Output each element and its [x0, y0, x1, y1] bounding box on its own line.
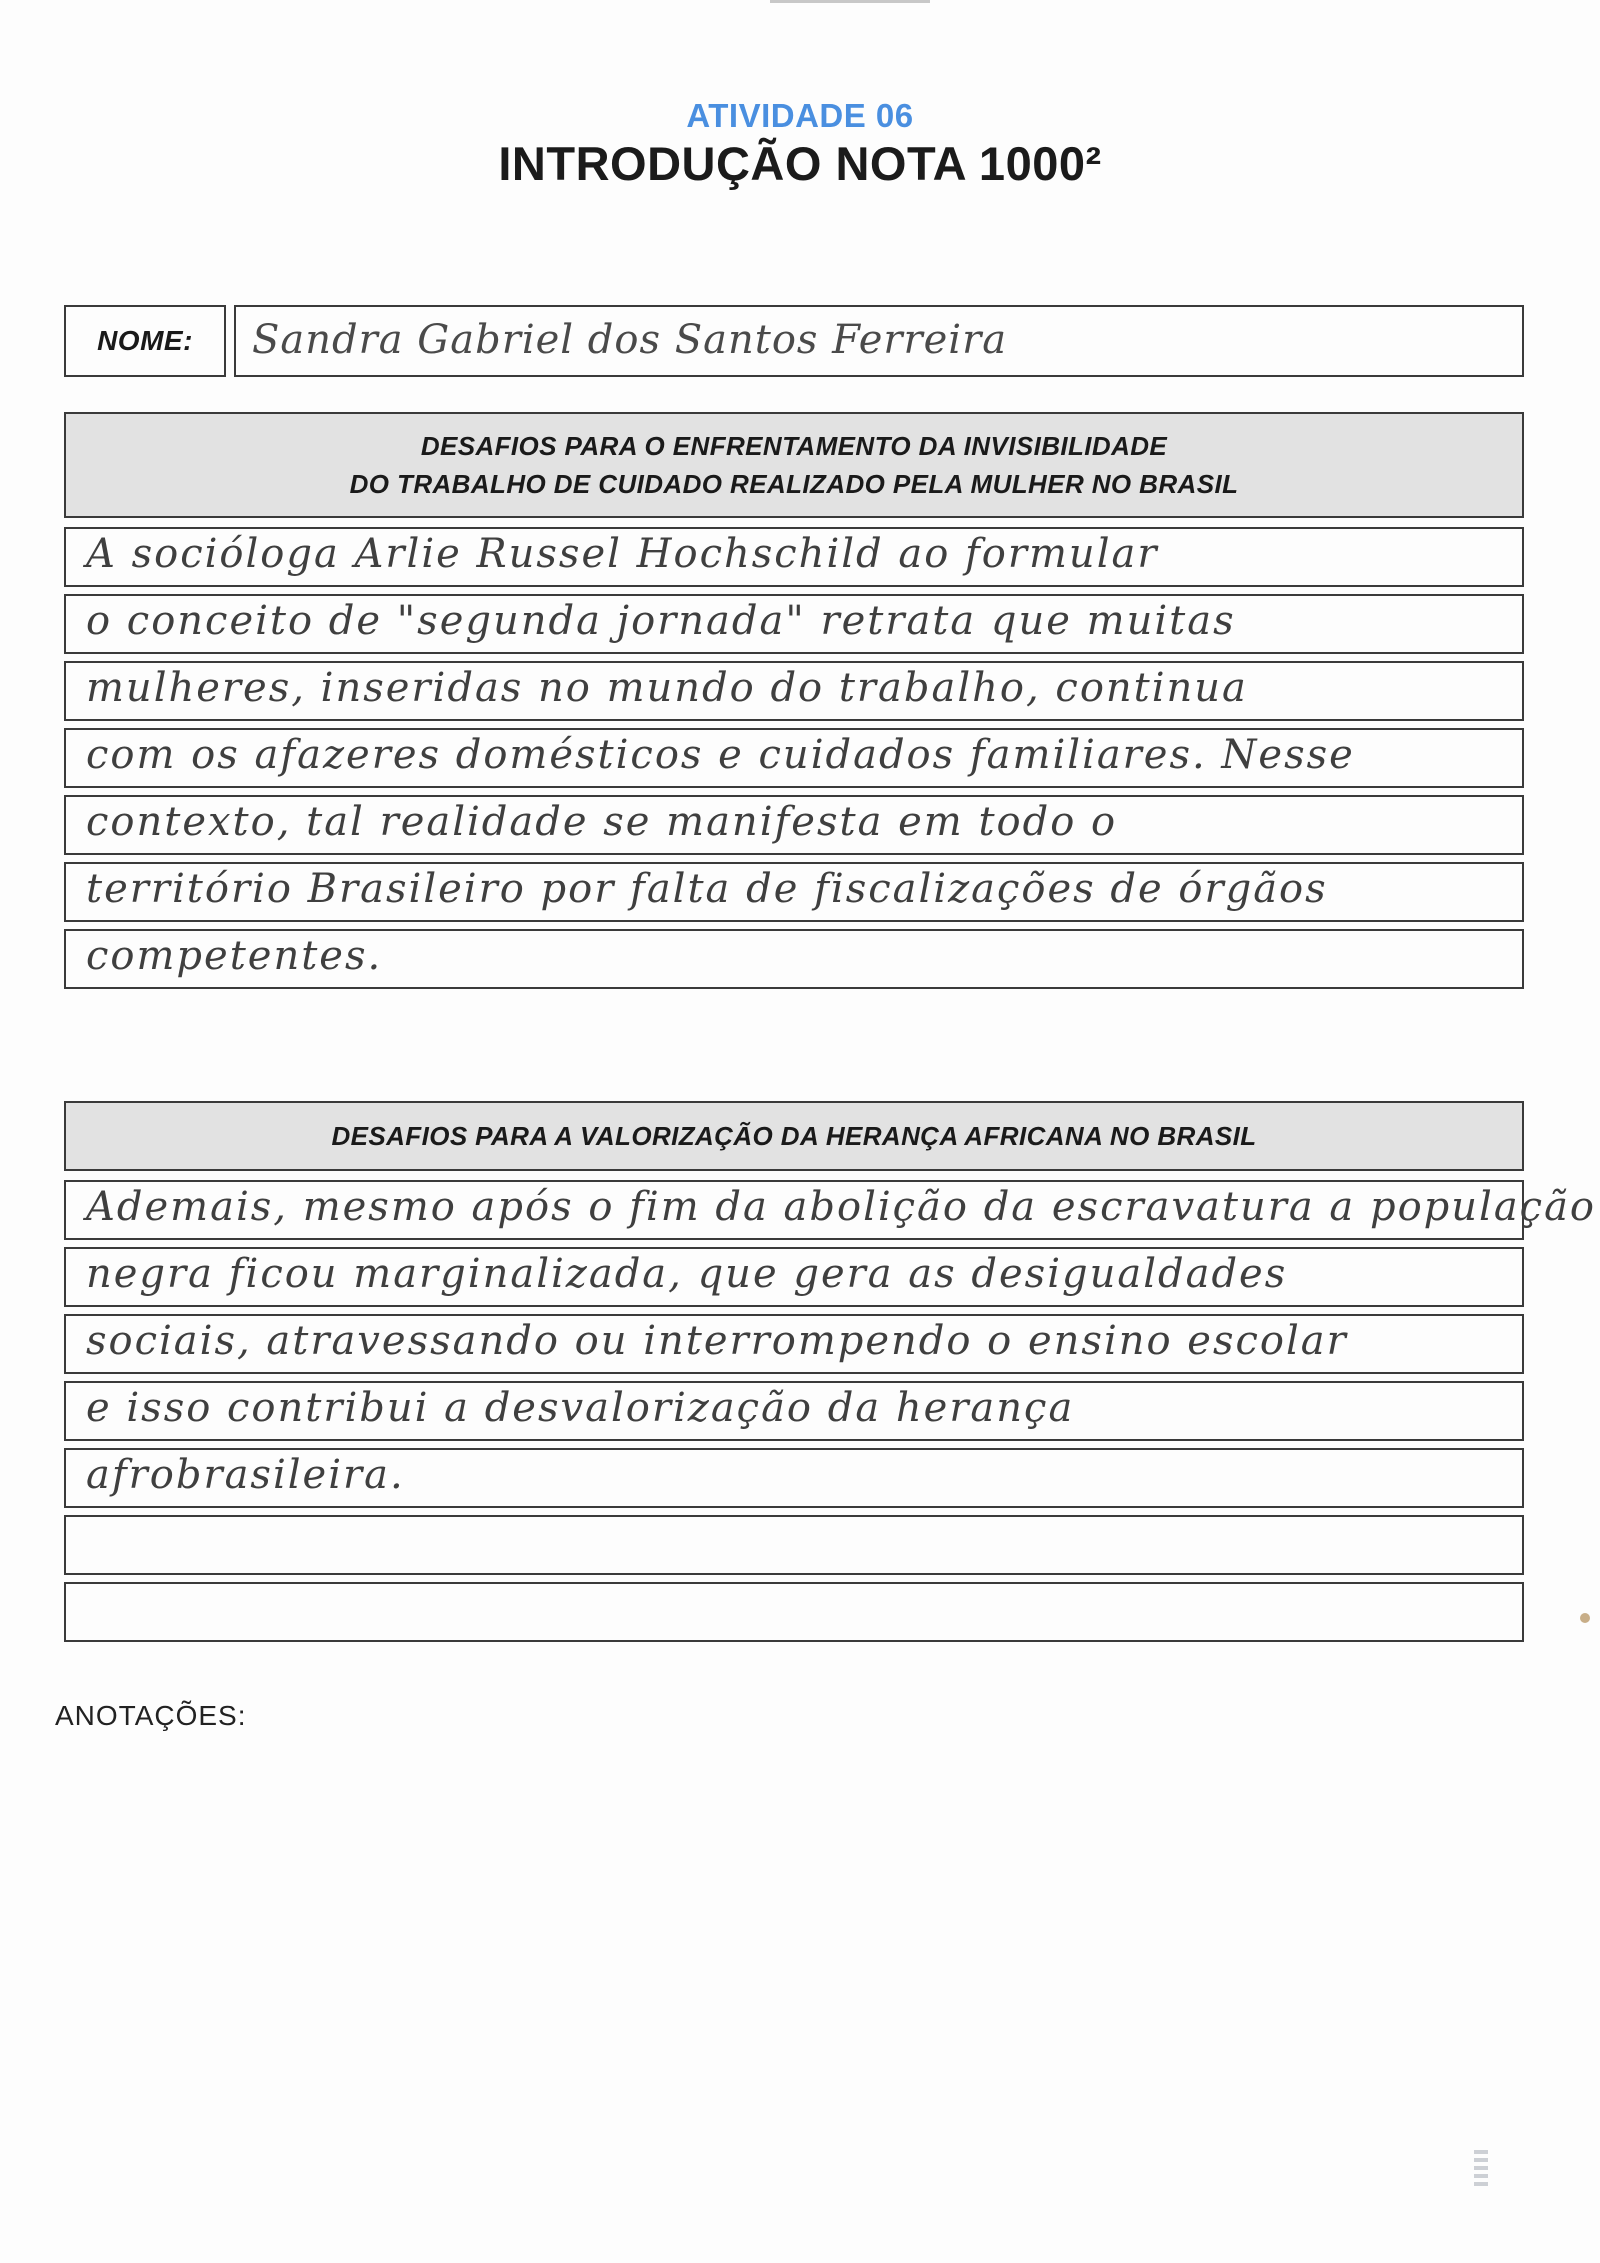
- name-label: NOME:: [64, 305, 226, 377]
- handwritten-text: afrobrasileira.: [86, 1452, 405, 1498]
- section1-writing-line[interactable]: [64, 594, 1524, 654]
- section2-writing-line[interactable]: [64, 1180, 1596, 1240]
- scan-corner-mark: [1474, 2150, 1488, 2190]
- handwritten-text: mulheres, inseridas no mundo do trabalho, continua: [86, 665, 1248, 711]
- page-title: INTRODUÇÃO NOTA 1000²: [498, 137, 1102, 190]
- handwritten-text: Ademais, mesmo após o fim da abolição da escravatura a população: [86, 1184, 1596, 1230]
- scan-edge-line: [770, 0, 930, 3]
- name-field[interactable]: [234, 305, 1524, 377]
- section1-writing-line[interactable]: [64, 795, 1524, 855]
- handwritten-text: negra ficou marginalizada, que gera as desigualdades: [86, 1251, 1288, 1297]
- handwritten-text: e isso contribui a desvalorização da herança: [86, 1385, 1075, 1431]
- handwritten-text: território Brasileiro por falta de fiscalizações de órgãos: [86, 866, 1328, 912]
- activity-number: ATIVIDADE 06: [686, 97, 914, 134]
- annotations-label: ANOTAÇÕES:: [55, 1700, 247, 1731]
- section2-writing-line[interactable]: [64, 1247, 1524, 1307]
- section1-writing-line[interactable]: [64, 661, 1524, 721]
- section1-writing-line[interactable]: [64, 728, 1524, 788]
- section2-writing-line[interactable]: [64, 1314, 1524, 1374]
- section2-title-text: DESAFIOS PARA A VALORIZAÇÃO DA HERANÇA AFRICANA NO BRASIL: [331, 1121, 1257, 1151]
- ink-mark: [1580, 1613, 1590, 1623]
- section1-title-line: DO TRABALHO DE CUIDADO REALIZADO PELA MULHER NO BRASIL: [349, 469, 1239, 499]
- handwritten-text: com os afazeres domésticos e cuidados familiares. Nesse: [86, 732, 1355, 778]
- section2-writing-line[interactable]: [64, 1448, 1524, 1508]
- handwritten-text: A socióloga Arlie Russel Hochschild ao formular: [86, 531, 1159, 577]
- section1-writing-line[interactable]: [64, 929, 1524, 989]
- section1-writing-line[interactable]: [64, 862, 1524, 922]
- section1-writing-line[interactable]: [64, 527, 1524, 587]
- handwritten-text: competentes.: [86, 933, 383, 979]
- section2-writing-line[interactable]: [64, 1582, 1524, 1642]
- handwritten-text: o conceito de "segunda jornada" retrata que muitas: [86, 598, 1236, 644]
- section1-title: [64, 412, 1524, 518]
- name-handwritten-value: Sandra Gabriel dos Santos Ferreira: [252, 317, 1008, 363]
- section2-title: [64, 1101, 1524, 1171]
- section1-title-line: DESAFIOS PARA O ENFRENTAMENTO DA INVISIBILIDADE: [420, 431, 1168, 461]
- handwritten-text: contexto, tal realidade se manifesta em todo o: [86, 799, 1118, 845]
- handwritten-text: sociais, atravessando ou interrompendo o ensino escolar: [86, 1318, 1348, 1364]
- section2-writing-line[interactable]: [64, 1381, 1524, 1441]
- section2-writing-line[interactable]: [64, 1515, 1524, 1575]
